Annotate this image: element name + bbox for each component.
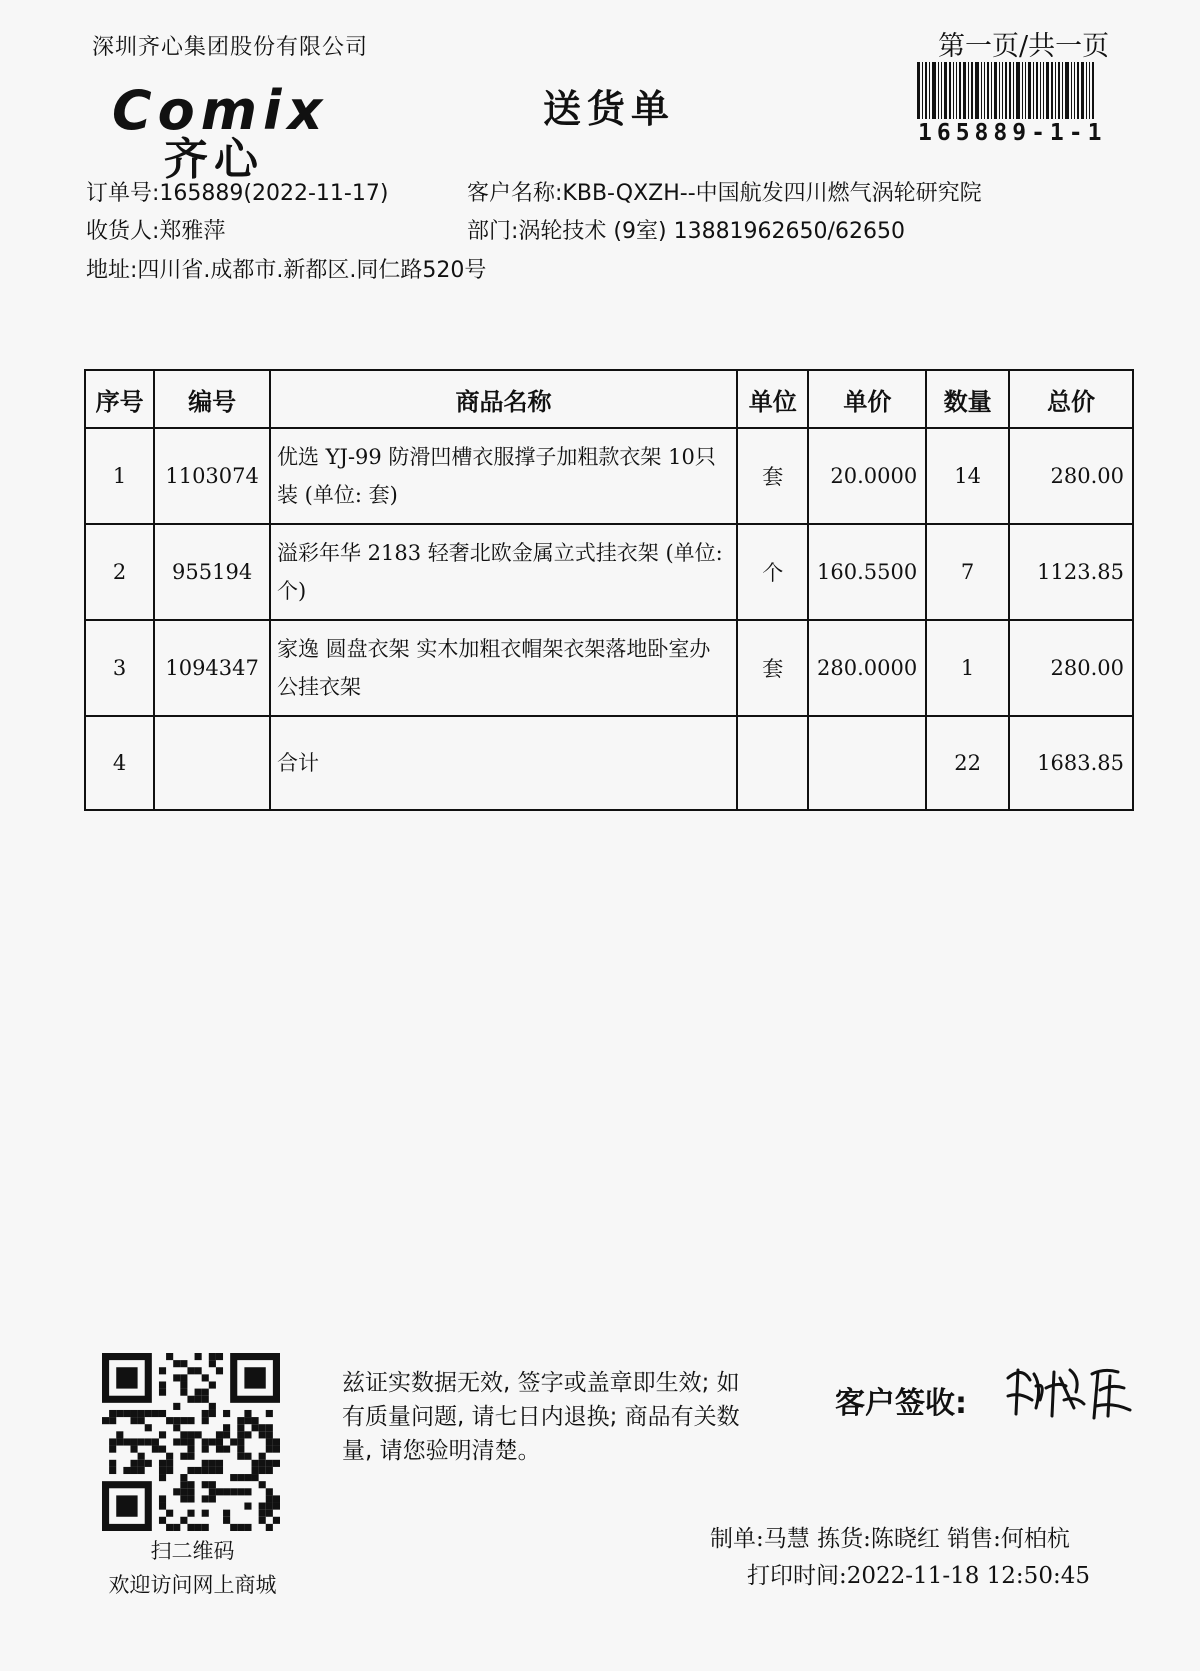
cell-seq: 3: [85, 620, 154, 716]
cell-seq: 4: [85, 716, 154, 810]
print-label: 打印时间:: [747, 1563, 847, 1589]
cell-seq: 2: [85, 524, 154, 620]
cell-qty: 7: [926, 524, 1009, 620]
cell-unit: 套: [737, 620, 808, 716]
cell-unit: 套: [737, 428, 808, 524]
table-row: [85, 428, 1133, 524]
customer-name: [467, 176, 982, 207]
comix-logo: [112, 79, 347, 185]
order-value: 165889(2022-11-17): [159, 181, 389, 206]
qr-code-icon[interactable]: [102, 1353, 280, 1531]
dept-label: 部门:: [467, 219, 519, 244]
cell-unit: [737, 716, 808, 810]
receiver-value: 郑雅萍: [159, 219, 226, 244]
customer-sign-label: 客户签收:: [835, 1386, 967, 1421]
cell-total: 1123.85: [1009, 524, 1133, 620]
cell-name: 优选 YJ-99 防滑凹槽衣服撑子加粗款衣架 10只装 (单位: 套): [270, 428, 737, 524]
header-seq: 序号: [85, 370, 154, 428]
header-qty: 数量: [926, 370, 1009, 428]
summary-label: 合计: [270, 716, 737, 810]
header-unit: 单位: [737, 370, 808, 428]
address-value: 四川省.成都市.新都区.同仁路520号: [137, 258, 487, 283]
logo-english: Comix: [112, 79, 329, 142]
company-name: 深圳齐心集团股份有限公司: [92, 35, 369, 60]
address: [86, 253, 486, 284]
barcode-number: 165889-1-1: [918, 120, 1107, 146]
cell-price: 160.5500: [808, 524, 926, 620]
summary-qty: 22: [926, 716, 1009, 810]
customer-label: 客户名称:: [467, 181, 563, 206]
cell-price: 20.0000: [808, 428, 926, 524]
order-number: [86, 176, 388, 207]
maker-label: 制单:: [710, 1526, 764, 1552]
notice-text: 兹证实数据无效, 签字或盖章即生效; 如有质量问题, 请七日内退换; 商品有关数量, 请您验明清楚。: [342, 1370, 740, 1464]
order-label: 订单号:: [86, 181, 160, 206]
picker-label: 拣货:: [817, 1526, 871, 1552]
customer-value: KBB-QXZH--中国航发四川燃气涡轮研究院: [562, 181, 982, 206]
handwritten-signature: [1000, 1356, 1140, 1426]
receiver: [86, 214, 225, 245]
barcode: [917, 62, 1125, 119]
header-code: 编号: [154, 370, 270, 428]
document-title: 送货单: [543, 87, 676, 131]
cell-qty: 1: [926, 620, 1009, 716]
cell-code: 955194: [154, 524, 270, 620]
picker-name: 陈晓红: [870, 1526, 940, 1552]
cell-name: 家逸 圆盘衣架 实木加粗衣帽架衣架落地卧室办公挂衣架: [270, 620, 737, 716]
sales-name: 何柏杭: [1000, 1526, 1070, 1552]
print-value: 2022-11-18 12:50:45: [846, 1563, 1090, 1589]
cell-code: 1103074: [154, 428, 270, 524]
goods-table: [84, 369, 1134, 811]
print-time: [747, 1557, 1090, 1590]
header-total: 总价: [1009, 370, 1133, 428]
cell-price: 280.0000: [808, 620, 926, 716]
header-name: 商品名称: [270, 370, 737, 428]
qr-caption-line2: 欢迎访问网上商城: [108, 1573, 277, 1597]
maker-name: 马慧: [763, 1526, 810, 1552]
cell-total: 280.00: [1009, 620, 1133, 716]
cell-code: [154, 716, 270, 810]
logo-chinese: 齐心: [164, 134, 264, 185]
cell-code: 1094347: [154, 620, 270, 716]
summary-total: 1683.85: [1009, 716, 1133, 810]
receiver-label: 收货人:: [86, 219, 160, 244]
qr-caption-line1: 扫二维码: [150, 1539, 235, 1563]
cell-seq: 1: [85, 428, 154, 524]
table-header-row: [85, 370, 1133, 428]
staff-info: [710, 1520, 1070, 1553]
table-row: [85, 620, 1133, 716]
table-summary-row: [85, 716, 1133, 810]
table-row: [85, 524, 1133, 620]
qr-caption: [80, 1534, 305, 1602]
department: [467, 214, 905, 245]
cell-qty: 14: [926, 428, 1009, 524]
sales-label: 销售:: [947, 1526, 1001, 1552]
cell-total: 280.00: [1009, 428, 1133, 524]
header-price: 单价: [808, 370, 926, 428]
cell-name: 溢彩年华 2183 轻奢北欧金属立式挂衣架 (单位: 个): [270, 524, 737, 620]
dept-value: 涡轮技术 (9室) 13881962650/62650: [518, 219, 905, 244]
cell-price: [808, 716, 926, 810]
cell-unit: 个: [737, 524, 808, 620]
address-label: 地址:: [86, 258, 138, 283]
page-indicator: 第一页/共一页: [938, 31, 1110, 62]
